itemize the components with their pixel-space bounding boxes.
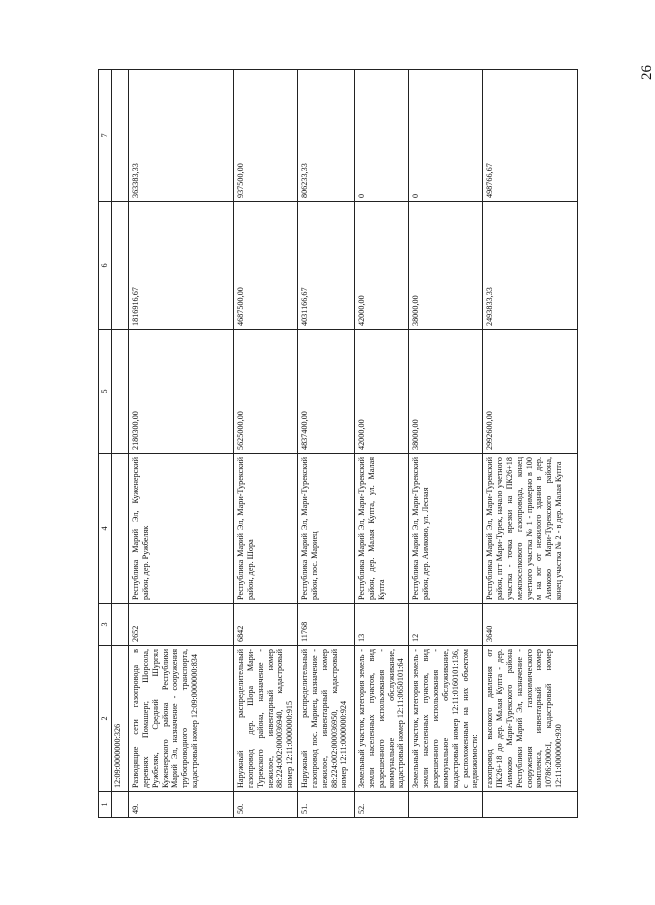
column-header: 7 <box>99 70 112 202</box>
page-number: 26 <box>639 65 655 80</box>
document-table-rotated <box>98 70 596 818</box>
column-header: 6 <box>99 202 112 330</box>
value-col-5: 4837400,00 <box>298 330 355 454</box>
row-number: 49. <box>129 792 234 818</box>
table-row <box>298 70 355 818</box>
cell-empty <box>112 604 129 646</box>
object-length: 11768 <box>298 604 355 646</box>
object-name: Земельный участок, категория земель - земли населенных пунктов, вид разрешенного использования - коммунальное обслуживание, кадастровый номер 12:11:0160101:136, с расположенным на них объектом недвижимости: <box>409 646 483 792</box>
value-col-6: 2493833,33 <box>483 202 578 330</box>
object-location: Республика Марий Эл, Куженерский район, дер. Ружбеляк <box>129 454 234 604</box>
value-col-7: 0 <box>409 70 483 202</box>
value-col-5: 5625000,00 <box>234 330 298 454</box>
value-col-7: 0 <box>355 70 409 202</box>
value-col-6: 1816916,67 <box>129 202 234 330</box>
object-location: Республика Марий Эл, Мари-Турекский район, пгт Мари-Турек, начало учетного участка - точка врезки на ПК26+18 межпоселкового газопровода, конец учетного участка № 1 - примерно в 100 м на юг от нежилого здания в дер. Аимково Мари-Турекского района, конец участка № 2 - в дер. Малая Купта <box>483 454 578 604</box>
table-row <box>409 70 483 818</box>
cell-empty <box>112 70 129 202</box>
value-col-6: 4031166,67 <box>298 202 355 330</box>
row-number <box>409 792 483 818</box>
row-number: 51. <box>298 792 355 818</box>
value-col-7: 363383,33 <box>129 70 234 202</box>
object-location: Республика Марий Эл, Мари-Турекский район, дер. Шора <box>234 454 298 604</box>
table-row <box>129 70 234 818</box>
row-number <box>483 792 578 818</box>
object-location: Республика Марий Эл, Мари-Турекский район, пос. Мариец <box>298 454 355 604</box>
object-length: 3640 <box>483 604 578 646</box>
table-row <box>483 70 578 818</box>
object-length: 6842 <box>234 604 298 646</box>
continuation-cadastral-number: 12:09:0000000:326 <box>112 646 129 792</box>
value-col-5: 42000,00 <box>355 330 409 454</box>
cell-empty <box>112 792 129 818</box>
object-name: Наружный распределительный газопровод дер. Шора Мари-Турекского района, назначение - нежилое, инвентарный номер 88:224:002:000036940, кадастровый номер 12:11:0000000:915 <box>234 646 298 792</box>
value-col-6: 4687500,00 <box>234 202 298 330</box>
row-number: 52. <box>355 792 409 818</box>
value-col-5: 2992600,00 <box>483 330 578 454</box>
value-col-5: 2180300,00 <box>129 330 234 454</box>
value-col-6: 38000,00 <box>409 202 483 330</box>
column-header: 3 <box>99 604 112 646</box>
object-name: газопровод высокого давления от ПК26+18 до дер. Малая Купта - дер. Аимково Мари-Турекского района Республики Марий Эл, назначение - сооружения газохимического комплекса, инвентарный номер 10786:2000:I, кадастровый номер 12:11:0000000:930 <box>483 646 578 792</box>
value-col-5: 38000,00 <box>409 330 483 454</box>
column-header: 4 <box>99 454 112 604</box>
column-header: 5 <box>99 330 112 454</box>
cell-empty <box>112 330 129 454</box>
table-row <box>234 70 298 818</box>
row-number: 50. <box>234 792 298 818</box>
value-col-6: 42000,00 <box>355 202 409 330</box>
table-row <box>355 70 409 818</box>
object-location: Республика Марий Эл, Мари-Турекский район, дер. Аимково, ул. Лесная <box>409 454 483 604</box>
value-col-7: 937500,00 <box>234 70 298 202</box>
object-length: 13 <box>355 604 409 646</box>
object-length: 12 <box>409 604 483 646</box>
cell-empty <box>112 454 129 604</box>
object-name: Разводящие сети газопровода в деревнях Помашерг, Шорсола, Ружбеляк, Средний Шургял Куженерского района Республики Марий Эл, назначение - сооружения трубопроводного транспорта, кадастровый номер 12:09:0000000:834 <box>129 646 234 792</box>
column-number-row <box>99 70 112 818</box>
value-col-7: 498766,67 <box>483 70 578 202</box>
value-col-7: 806233,33 <box>298 70 355 202</box>
cell-empty <box>112 202 129 330</box>
continuation-row <box>112 70 129 818</box>
property-table <box>98 69 578 818</box>
object-name: Земельный участок, категория земель - земли населенных пунктов, вид разрешенного использования - коммунальное обслуживание, кадастровый номер 12:11:0650101:64 <box>355 646 409 792</box>
column-header: 1 <box>99 792 112 818</box>
object-name: Наружный распределительный газопровод пос. Мариец, назначение - нежилое, инвентарный номер 88:224:002:000036950, кадастровый номер 12:11:0000000:924 <box>298 646 355 792</box>
object-location: Республика Марий Эл, Мари-Турекский район, дер. Малая Купта, ул. Малая Купта <box>355 454 409 604</box>
column-header: 2 <box>99 646 112 792</box>
object-length: 2652 <box>129 604 234 646</box>
